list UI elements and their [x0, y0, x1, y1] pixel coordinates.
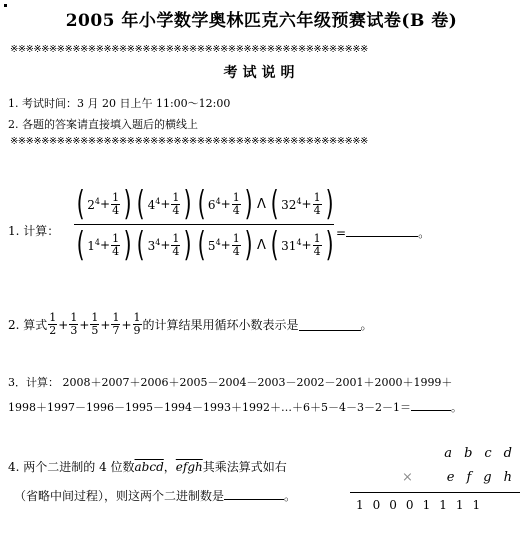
q1-den-base: $1^4$	[87, 237, 100, 253]
q1-num-exponent: 4	[94, 196, 100, 206]
q1-num-factor	[268, 184, 336, 224]
section-heading: 考试说明	[223, 65, 300, 81]
q1-num-fraction-denominator: 4	[232, 203, 240, 217]
q1-num-base: $4^4$	[147, 196, 161, 212]
q1-num-exponent: 4	[296, 196, 302, 206]
q1-num-fraction-numerator: 1	[112, 190, 120, 204]
q1-num-factor	[195, 184, 255, 224]
q3-answer-blank[interactable]	[411, 399, 451, 411]
q2-fraction	[90, 312, 99, 337]
q2-fraction-denominator: 3	[70, 324, 78, 337]
q4-line1	[8, 458, 287, 475]
q1-den-factor-body	[208, 233, 242, 258]
q1-num-factor-body	[148, 192, 182, 217]
q2-fraction-denominator: 2	[49, 324, 57, 337]
mult-result-digit: 1	[356, 498, 364, 512]
q1-den-factor	[134, 225, 194, 265]
q1-den-fraction-denominator: 4	[313, 244, 321, 258]
page-title: 2005 年小学数学奥林匹克六年级预赛试卷(B 卷)	[65, 11, 458, 31]
q4-answer-blank[interactable]	[224, 488, 284, 500]
mult-top-row	[444, 446, 512, 461]
q1-den-exponent: 4	[94, 237, 100, 247]
q1-num-plus: +	[220, 197, 231, 211]
q1-den-fraction	[313, 233, 322, 258]
q2-fraction-numerator: 1	[133, 311, 141, 324]
q1-num-left-paren: (	[76, 184, 85, 224]
q1-expression	[74, 184, 334, 265]
q1-den-fraction-denominator: 4	[112, 244, 120, 258]
q1-den-fraction	[111, 233, 120, 258]
q4-line1-b: 其乘法算式如右	[202, 460, 287, 474]
q1-den-factor	[268, 225, 336, 265]
q1-den-exponent: 4	[215, 237, 221, 247]
q1-end: 。	[418, 226, 431, 240]
mult-top-digit: b	[464, 446, 473, 461]
q1-den-fraction-denominator: 4	[232, 244, 240, 258]
mult-result-digit: 1	[422, 498, 431, 512]
q1-den-plus: +	[220, 238, 231, 252]
q2-fraction	[69, 312, 78, 337]
q2-fraction-numerator: 1	[91, 311, 99, 324]
q1-num-fraction-denominator: 4	[313, 203, 321, 217]
q1-num-base: $2^4$	[87, 196, 100, 212]
q2-answer-blank[interactable]	[299, 319, 361, 331]
mult-rule	[350, 492, 520, 493]
q1-den-fraction-numerator: 1	[232, 231, 240, 245]
q4-line2	[14, 487, 296, 504]
q2-label: 2. 算式	[8, 318, 48, 332]
mult-bottom-digit: g	[483, 470, 492, 485]
q1-equals: =	[336, 226, 347, 240]
q1-num-fraction	[111, 192, 120, 217]
mult-top-digit: c	[484, 446, 492, 461]
q1-num-plus: +	[301, 197, 312, 211]
q1-den-factor	[195, 225, 255, 265]
q1-den-fraction	[232, 233, 241, 258]
q1-den-right-paren: )	[325, 225, 334, 265]
q1-num-right-paren: )	[123, 184, 132, 224]
mult-bottom-digit: f	[466, 470, 472, 485]
q1-num-right-paren: )	[244, 184, 253, 224]
q2-fraction-denominator: 7	[112, 324, 120, 337]
q1-den-right-paren: )	[123, 225, 132, 265]
q1-num-fraction-numerator: 1	[313, 190, 321, 204]
q1-num-ellipsis: Λ	[256, 196, 266, 212]
q1-num-plus: +	[160, 197, 171, 211]
q2-tail: 的计算结果用循环小数表示是	[142, 318, 299, 332]
q1-den-fraction-numerator: 1	[112, 231, 120, 245]
q1-den-plus: +	[301, 238, 312, 252]
q4-line1-a: 4. 两个二进制的 4 位数	[8, 460, 135, 474]
q2-fraction-numerator: 1	[70, 311, 78, 324]
q4-multiplication	[350, 446, 520, 526]
q1-den-fraction-numerator: 1	[313, 231, 321, 245]
mult-result-digit: 0	[405, 498, 414, 512]
q1-num-fraction	[171, 192, 180, 217]
q1-num-factor-body	[87, 192, 121, 217]
q1-den-exponent: 4	[296, 237, 302, 247]
q1-den-plus: +	[100, 238, 111, 252]
q1-num-left-paren: (	[197, 184, 206, 224]
q2-line	[8, 312, 373, 337]
mult-bottom-digit: e	[446, 470, 455, 485]
mult-result-row	[356, 498, 480, 512]
q1-den-base: $3^4$	[147, 237, 161, 253]
q1-num-right-paren: )	[184, 184, 193, 224]
q1-num-base: $6^4$	[207, 196, 221, 212]
q1-num-factor-body	[281, 192, 322, 217]
star-divider-bottom: ※※※※※※※※※※※※※※※※※※※※※※※※※※※※※※※※※※※※※※※※※※※※※※	[10, 136, 368, 147]
mult-sign: ×	[402, 470, 413, 485]
q1-denominator	[74, 225, 334, 265]
mult-result-digit: 1	[439, 498, 447, 512]
q1-den-exponent: 4	[155, 237, 161, 247]
q4-number2: efgh	[175, 460, 203, 474]
q2-plus: +	[100, 317, 111, 332]
q1-num-factor-body	[208, 192, 242, 217]
q1-numerator	[74, 184, 334, 224]
note-answers: 2. 各题的答案请直接填入题后的横线上	[8, 118, 198, 131]
q1-den-left-paren: (	[270, 225, 279, 265]
q1-den-ellipsis: Λ	[256, 237, 266, 253]
q2-plus: +	[58, 317, 69, 332]
q2-fraction-denominator: 9	[133, 324, 141, 337]
q2-fraction-numerator: 1	[49, 311, 57, 324]
q1-den-base: $31^4$	[281, 237, 302, 253]
q1-num-fraction-denominator: 4	[172, 203, 180, 217]
star-divider-top: ※※※※※※※※※※※※※※※※※※※※※※※※※※※※※※※※※※※※※※※※※※※※※※	[10, 44, 368, 55]
q1-den-factor-body	[87, 233, 121, 258]
mult-bottom-row	[447, 470, 512, 485]
q1-num-left-paren: (	[270, 184, 279, 224]
q1-den-factor-body	[281, 233, 322, 258]
q1-num-left-paren: (	[136, 184, 145, 224]
q2-fraction	[111, 312, 120, 337]
q1-num-factor	[134, 184, 194, 224]
q1-den-factor	[74, 225, 134, 265]
q1-den-right-paren: )	[184, 225, 193, 265]
q4-end: 。	[284, 489, 297, 503]
mult-result-digit: 1	[472, 498, 481, 512]
q1-num-right-paren: )	[325, 184, 334, 224]
q3-end: 。	[450, 401, 462, 414]
note-time: 1. 考试时间：3 月 20 日上午 11:00～12:00	[8, 97, 231, 110]
q1-num-fraction-numerator: 1	[172, 190, 180, 204]
q1-num-fraction-denominator: 4	[112, 203, 120, 217]
q1-den-factor-body	[148, 233, 182, 258]
q1-label: 1. 计算：	[8, 224, 60, 238]
q2-fraction-denominator: 5	[91, 324, 99, 337]
q4-number1: abcd	[134, 460, 164, 474]
mult-top-digit: a	[444, 446, 453, 461]
q4-line2-text: （省略中间过程），则这两个二进制数是	[14, 489, 225, 503]
q1-den-fraction-denominator: 4	[172, 244, 180, 258]
q2-end: 。	[360, 318, 373, 332]
q1-den-base: $5^4$	[207, 237, 221, 253]
q2-fractions	[47, 312, 142, 337]
q2-fraction	[133, 312, 142, 337]
q2-plus: +	[121, 317, 132, 332]
q1-num-exponent: 4	[215, 196, 221, 206]
q4-sep: ，	[163, 460, 176, 474]
q1-answer-blank[interactable]	[346, 225, 418, 237]
mult-result-digit: 1	[455, 498, 464, 512]
q1-num-fraction-numerator: 1	[232, 190, 240, 204]
q1-den-right-paren: )	[244, 225, 253, 265]
q3-line2-text: 1998＋1997－1996－1995－1994－1993＋1992＋…＋6＋5－4－3－2－1＝	[8, 401, 411, 414]
q3-line2	[8, 399, 462, 415]
q1-num-base: $32^4$	[281, 196, 302, 212]
q1-num-fraction	[232, 192, 241, 217]
q1-den-fraction-numerator: 1	[172, 231, 180, 245]
mult-result-digit: 0	[389, 498, 397, 512]
q2-fraction-numerator: 1	[112, 311, 120, 324]
q1-answer	[336, 224, 430, 241]
q1-num-plus: +	[100, 197, 111, 211]
mult-result-digit: 0	[372, 498, 381, 512]
q1-num-fraction	[313, 192, 322, 217]
q1-num-exponent: 4	[155, 196, 161, 206]
q2-plus: +	[79, 317, 90, 332]
mult-bottom-digit: h	[503, 470, 512, 485]
mult-top-digit: d	[503, 446, 512, 461]
q1-den-fraction	[171, 233, 180, 258]
q1-den-left-paren: (	[136, 225, 145, 265]
q1-den-left-paren: (	[197, 225, 206, 265]
q3-line1: 3．计算： 2008＋2007＋2006＋2005－2004－2003－2002－2001＋2000＋1999＋	[8, 376, 453, 389]
q1-num-factor	[74, 184, 134, 224]
q1-den-plus: +	[160, 238, 171, 252]
q2-fraction	[48, 312, 57, 337]
q1-den-left-paren: (	[76, 225, 85, 265]
